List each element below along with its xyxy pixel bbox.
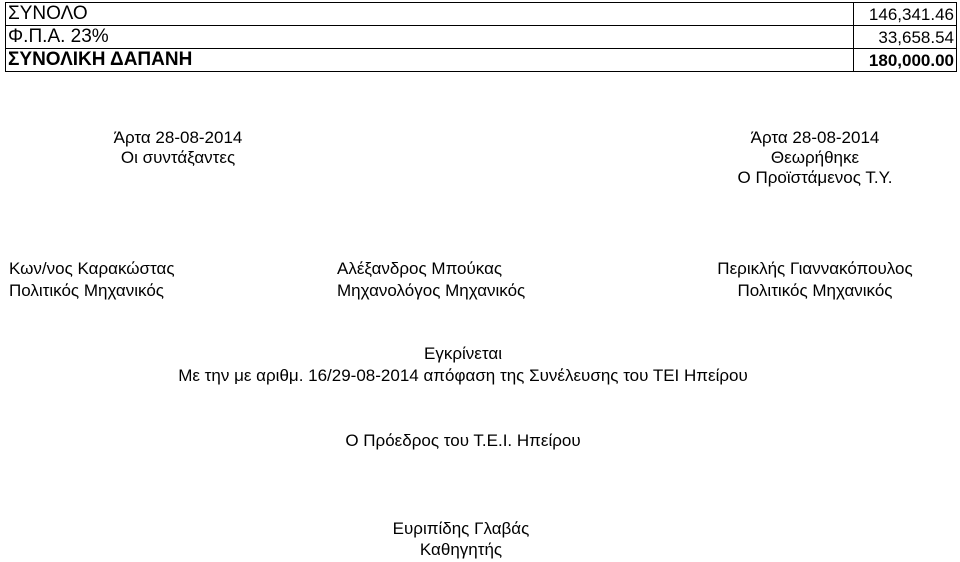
checked-label: Θεωρήθηκε (770, 148, 860, 167)
totals-row-subtotal (6, 3, 956, 26)
totals-row-vat (6, 26, 956, 49)
signatory-name: Κων/νος Καρακώστας (9, 259, 175, 278)
approval-heading: Εγκρίνεται (424, 344, 502, 363)
totals-value: 146,341.46 (868, 5, 954, 24)
totals-table (5, 2, 957, 72)
approval-decision: Με την με αριθμ. 16/29-08-2014 απόφαση της Συνέλευσης του ΤΕΙ Ηπείρου (178, 366, 748, 385)
totals-value: 180,000.00 (868, 51, 954, 70)
totals-value: 33,658.54 (878, 28, 954, 47)
president-title: Ο Πρόεδρος του Τ.Ε.Ι. Ηπείρου (345, 431, 581, 450)
president-position: Καθηγητής (419, 540, 503, 559)
authors-heading: Οι συντάξαντες (120, 148, 236, 167)
signatory-name: Αλέξανδρος Μπούκας (337, 259, 503, 278)
totals-label: ΣΥΝΟΛΟ (6, 3, 854, 25)
signatory-role: Πολιτικός Μηχανικός (737, 281, 893, 300)
head-title: Ο Προϊστάμενος Τ.Υ. (737, 168, 893, 187)
totals-label: Φ.Π.Α. 23% (6, 26, 854, 48)
totals-row-grand-total (6, 49, 956, 71)
left-place-date: Άρτα 28-08-2014 (113, 128, 243, 147)
signatory-role: Πολιτικός Μηχανικός (9, 281, 164, 300)
president-name: Ευριπίδης Γλαβάς (392, 519, 530, 538)
signatory-role: Μηχανολόγος Μηχανικός (337, 281, 526, 300)
totals-label: ΣΥΝΟΛΙΚΗ ΔΑΠΑΝΗ (6, 49, 854, 71)
signatory-name: Περικλής Γιαννακόπουλος (717, 259, 913, 278)
right-place-date: Άρτα 28-08-2014 (750, 128, 880, 147)
